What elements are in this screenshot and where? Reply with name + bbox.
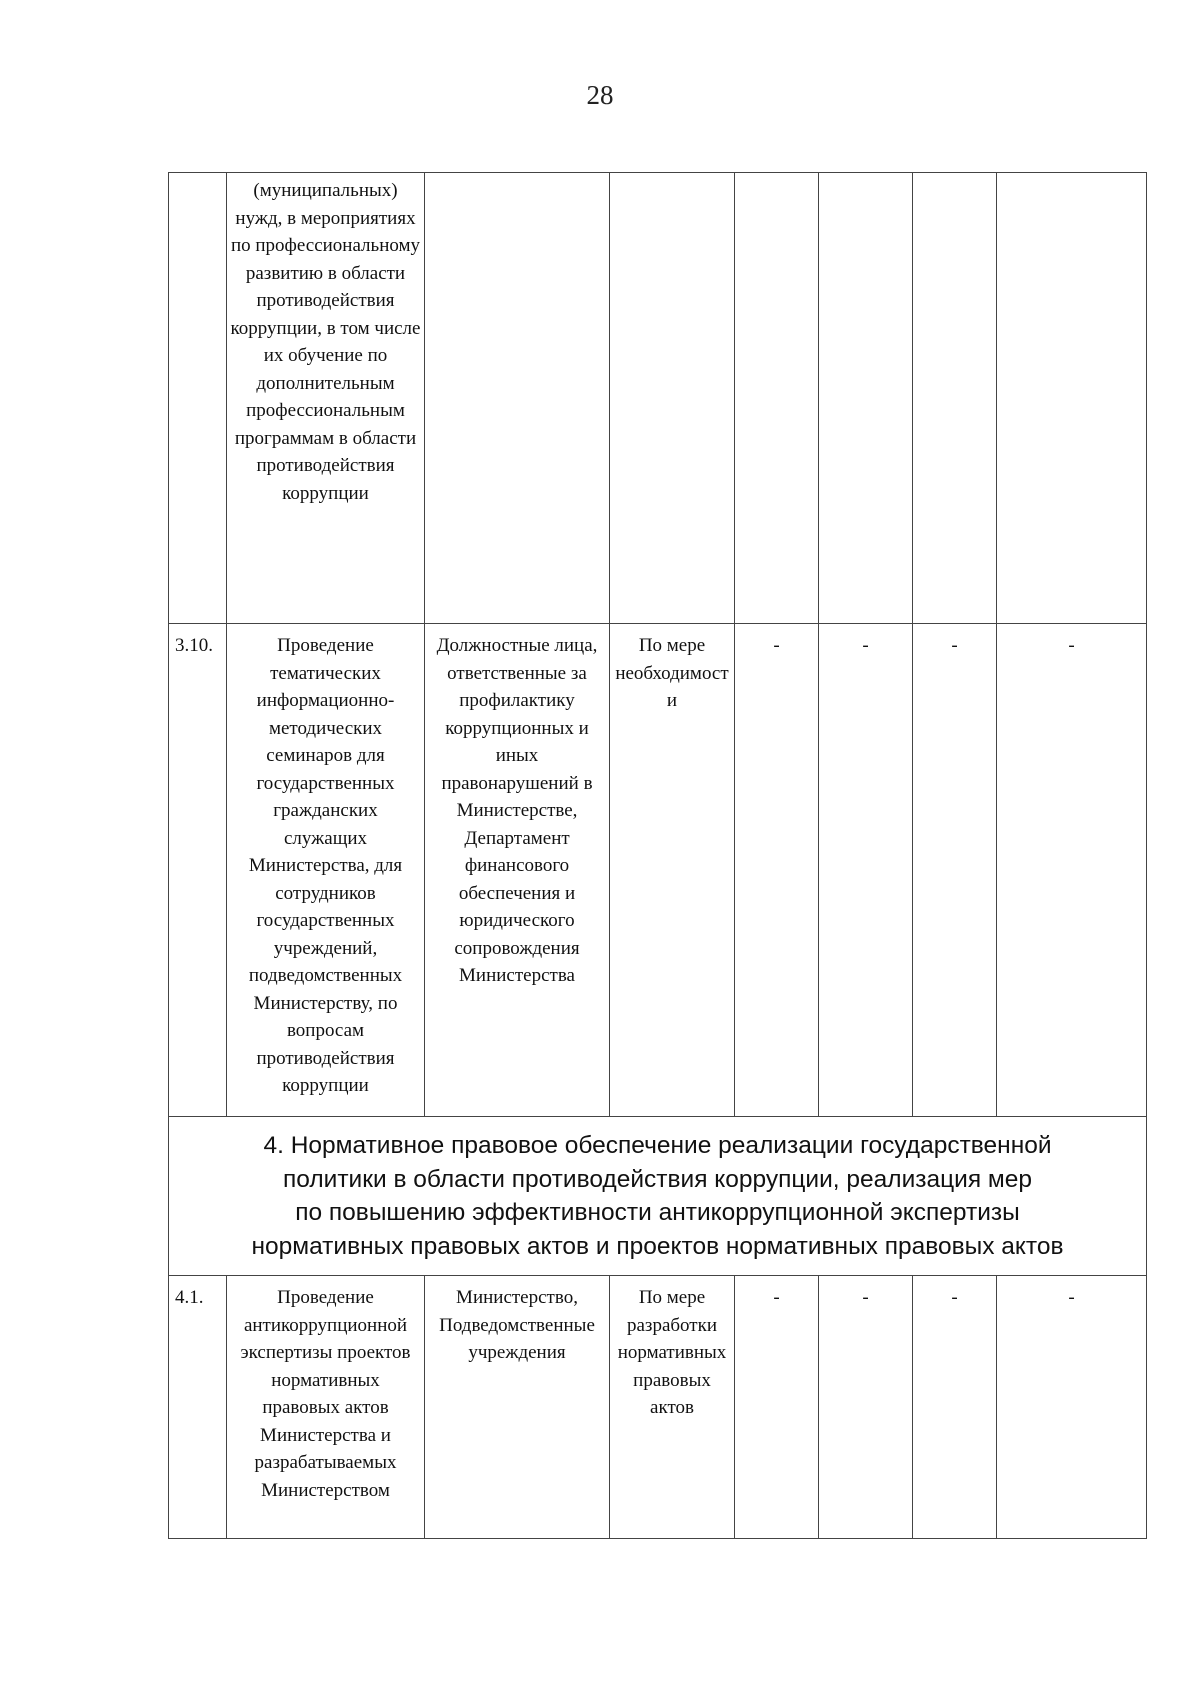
deadline-cell: По мере необходимости bbox=[610, 624, 735, 1117]
deadline-cell: По мере разработки нормативных правовых актов bbox=[610, 1276, 735, 1539]
row-number: 4.1. bbox=[169, 1276, 227, 1539]
measure-cell: (муниципальных) нужд, в мероприятиях по профессиональному развитию в области противодействия коррупции, в том числе их обучение по дополнительным профессиональным программам в области противодействия коррупции bbox=[227, 173, 425, 624]
section-heading-line: 4. Нормативное правовое обеспечение реализации государственной bbox=[263, 1132, 1052, 1159]
section-heading-line: политики в области противодействия коррупции, реализация мер bbox=[282, 1165, 1033, 1193]
responsible-cell bbox=[425, 173, 610, 624]
value-cell-2: - bbox=[819, 1276, 913, 1539]
section-4-heading bbox=[169, 1117, 1147, 1276]
section-heading-line: по повышению эффективности антикоррупционной экспертизы bbox=[295, 1199, 1020, 1226]
value-cell-3 bbox=[913, 173, 997, 624]
measures-table bbox=[168, 172, 1147, 1539]
deadline-cell bbox=[610, 173, 735, 624]
page-number: 28 bbox=[586, 80, 614, 110]
value-cell-4: - bbox=[997, 624, 1147, 1117]
value-cell-2: - bbox=[819, 624, 913, 1117]
value-cell-3: - bbox=[913, 624, 997, 1117]
responsible-cell: Министерство, Подведомственные учреждения bbox=[425, 1276, 610, 1539]
value-cell-2 bbox=[819, 173, 913, 624]
section-heading-line: нормативных правовых актов и проектов нормативных правовых актов bbox=[251, 1232, 1064, 1260]
row-number bbox=[169, 173, 227, 624]
value-cell-4 bbox=[997, 173, 1147, 624]
section-heading-row bbox=[169, 1117, 1147, 1276]
value-cell-1: - bbox=[735, 1276, 819, 1539]
row-number: 3.10. bbox=[169, 624, 227, 1117]
table-row-3-9-continued bbox=[169, 173, 1147, 624]
value-cell-1 bbox=[735, 173, 819, 624]
value-cell-1: - bbox=[735, 624, 819, 1117]
measure-cell: Проведение тематических информационно-методических семинаров для государственных гражданских служащих Министерства, для сотрудников государственных учреждений, подведомственных Министерству, по вопросам противодействия коррупции bbox=[227, 624, 425, 1117]
value-cell-4: - bbox=[997, 1276, 1147, 1539]
table-row-4-1 bbox=[169, 1276, 1147, 1539]
responsible-cell: Должностные лица, ответственные за профилактику коррупционных и иных правонарушений в Министерстве, Департамент финансового обеспечения и юридического сопровождения Министерства bbox=[425, 624, 610, 1117]
value-cell-3: - bbox=[913, 1276, 997, 1539]
measure-cell: Проведение антикоррупционной экспертизы проектов нормативных правовых актов Министерства и разрабатываемых Министерством bbox=[227, 1276, 425, 1539]
table-row-3-10 bbox=[169, 624, 1147, 1117]
